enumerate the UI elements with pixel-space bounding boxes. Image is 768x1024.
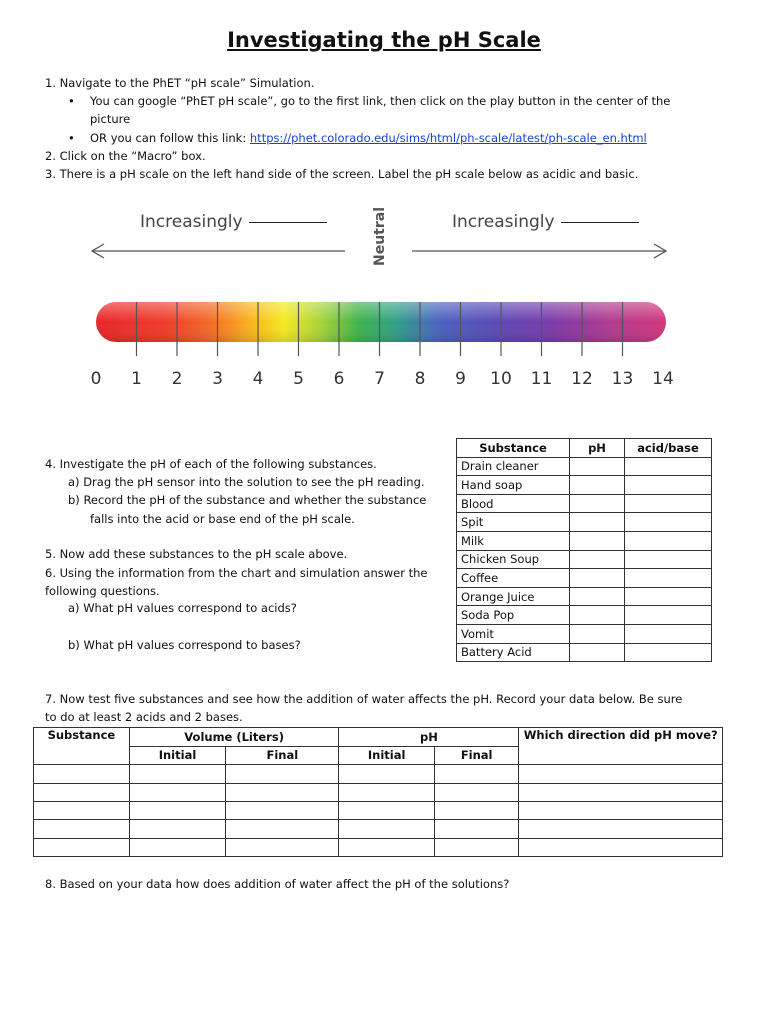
step-1-bullet-1-text: You can google “PhET pH scale”, go to the first link, then click on the play button in the center of the bbox=[90, 94, 671, 108]
table-row bbox=[457, 494, 712, 513]
entry-cell[interactable] bbox=[226, 783, 339, 801]
substance-table bbox=[456, 438, 712, 662]
substance-name: Milk bbox=[457, 531, 570, 550]
entry-cell[interactable] bbox=[129, 820, 225, 838]
entry-cell[interactable] bbox=[519, 820, 723, 838]
entry-cell[interactable] bbox=[226, 838, 339, 856]
substance-name: Battery Acid bbox=[457, 643, 570, 662]
ph-cell[interactable] bbox=[570, 569, 625, 588]
acid-base-cell[interactable] bbox=[625, 494, 712, 513]
entry-cell[interactable] bbox=[434, 801, 519, 819]
table-row bbox=[34, 783, 723, 801]
acid-base-cell[interactable] bbox=[625, 476, 712, 495]
subheader-ph-final: Final bbox=[434, 746, 519, 765]
table-row bbox=[457, 476, 712, 495]
header-substance-2: Substance bbox=[34, 728, 130, 765]
water-dilution-table bbox=[33, 727, 723, 857]
tick-label-1: 1 bbox=[131, 369, 142, 389]
acid-base-cell[interactable] bbox=[625, 587, 712, 606]
acid-base-cell[interactable] bbox=[625, 569, 712, 588]
tick-label-14: 14 bbox=[652, 369, 674, 389]
entry-cell[interactable] bbox=[226, 801, 339, 819]
entry-cell[interactable] bbox=[339, 801, 434, 819]
entry-cell[interactable] bbox=[129, 765, 225, 783]
substance-name: Chicken Soup bbox=[457, 550, 570, 569]
tick-label-13: 13 bbox=[611, 369, 634, 389]
entry-cell[interactable] bbox=[339, 838, 434, 856]
acid-base-cell[interactable] bbox=[625, 624, 712, 643]
step-8: 8. Based on your data how does addition of water affect the pH of the solutions? bbox=[45, 877, 510, 891]
entry-cell[interactable] bbox=[434, 765, 519, 783]
page-title: Investigating the pH Scale bbox=[227, 28, 541, 52]
entry-cell[interactable] bbox=[339, 820, 434, 838]
entry-cell[interactable] bbox=[129, 801, 225, 819]
ph-cell[interactable] bbox=[570, 457, 625, 476]
step-6-cont: following questions. bbox=[45, 584, 160, 598]
entry-cell[interactable] bbox=[434, 820, 519, 838]
table-row bbox=[457, 550, 712, 569]
tick-label-2: 2 bbox=[171, 369, 183, 389]
table-row bbox=[34, 838, 723, 856]
tick-label-11: 11 bbox=[530, 369, 553, 389]
entry-cell[interactable] bbox=[519, 765, 723, 783]
substance-name: Coffee bbox=[457, 569, 570, 588]
ph-cell[interactable] bbox=[570, 624, 625, 643]
header-ph: pH bbox=[570, 439, 625, 458]
entry-cell[interactable] bbox=[226, 765, 339, 783]
tick-label-12: 12 bbox=[571, 369, 593, 389]
table-row bbox=[457, 531, 712, 550]
tick-label-8: 8 bbox=[414, 369, 426, 389]
entry-cell[interactable] bbox=[34, 783, 130, 801]
entry-cell[interactable] bbox=[34, 838, 130, 856]
step-1: 1. Navigate to the PhET “pH scale” Simulation. bbox=[45, 76, 315, 90]
step-6a: a) What pH values correspond to acids? bbox=[68, 601, 297, 615]
ph-cell[interactable] bbox=[570, 531, 625, 550]
entry-cell[interactable] bbox=[34, 820, 130, 838]
entry-cell[interactable] bbox=[34, 801, 130, 819]
scale-left-label-text: Increasingly bbox=[140, 212, 243, 232]
step-5: 5. Now add these substances to the pH scale above. bbox=[45, 547, 348, 561]
entry-cell[interactable] bbox=[129, 783, 225, 801]
step-7-cont: to do at least 2 acids and 2 bases. bbox=[45, 710, 243, 724]
substance-name: Spit bbox=[457, 513, 570, 532]
right-arrow-icon bbox=[412, 244, 666, 258]
subheader-volume-initial: Initial bbox=[129, 746, 225, 765]
ph-cell[interactable] bbox=[570, 643, 625, 662]
tick-label-5: 5 bbox=[293, 369, 304, 389]
acid-base-cell[interactable] bbox=[625, 457, 712, 476]
scale-neutral-label: Neutral bbox=[372, 206, 388, 266]
table-row bbox=[457, 587, 712, 606]
entry-cell[interactable] bbox=[339, 765, 434, 783]
step-1-bullet-2-text: OR you can follow this link: bbox=[90, 131, 250, 145]
header-ph-2: pH bbox=[339, 728, 519, 747]
step-6b: b) What pH values correspond to bases? bbox=[68, 638, 301, 652]
header-volume: Volume (Liters) bbox=[129, 728, 339, 747]
acid-base-cell[interactable] bbox=[625, 643, 712, 662]
phet-link[interactable]: https://phet.colorado.edu/sims/html/ph-scale/latest/ph-scale_en.html bbox=[249, 131, 647, 145]
table-row bbox=[457, 457, 712, 476]
left-arrow-icon bbox=[92, 244, 345, 258]
table-row bbox=[34, 820, 723, 838]
tick-label-0: 0 bbox=[90, 369, 102, 389]
entry-cell[interactable] bbox=[434, 838, 519, 856]
step-6: 6. Using the information from the chart and simulation answer the bbox=[45, 566, 428, 580]
entry-cell[interactable] bbox=[519, 783, 723, 801]
ph-cell[interactable] bbox=[570, 587, 625, 606]
scale-right-label-text: Increasingly bbox=[452, 212, 555, 232]
entry-cell[interactable] bbox=[34, 765, 130, 783]
tick-label-9: 9 bbox=[455, 369, 466, 389]
step-1-bullet-1-cont: picture bbox=[90, 112, 131, 126]
table-row bbox=[457, 624, 712, 643]
entry-cell[interactable] bbox=[434, 783, 519, 801]
entry-cell[interactable] bbox=[339, 783, 434, 801]
ph-cell[interactable] bbox=[570, 513, 625, 532]
ph-cell[interactable] bbox=[570, 494, 625, 513]
tick-label-4: 4 bbox=[252, 369, 264, 389]
entry-cell[interactable] bbox=[519, 838, 723, 856]
tick-label-10: 10 bbox=[490, 369, 512, 389]
substance-name: Orange Juice bbox=[457, 587, 570, 606]
step-4b: b) Record the pH of the substance and whether the substance bbox=[68, 493, 427, 507]
tick-label-7: 7 bbox=[374, 369, 385, 389]
acid-base-cell[interactable] bbox=[625, 606, 712, 625]
tick-label-3: 3 bbox=[212, 369, 223, 389]
entry-cell[interactable] bbox=[519, 801, 723, 819]
tick-label-6: 6 bbox=[333, 369, 345, 389]
table-row bbox=[457, 606, 712, 625]
subheader-ph-initial: Initial bbox=[339, 746, 434, 765]
entry-cell[interactable] bbox=[129, 838, 225, 856]
acid-base-cell[interactable] bbox=[625, 513, 712, 532]
step-4a: a) Drag the pH sensor into the solution to see the pH reading. bbox=[68, 475, 425, 489]
step-4b-cont: falls into the acid or base end of the pH scale. bbox=[90, 512, 355, 526]
step-7: 7. Now test five substances and see how the addition of water affects the pH. Record your data below. Be sure bbox=[45, 692, 683, 706]
step-3: 3. There is a pH scale on the left hand side of the screen. Label the pH scale below as acidic and basic. bbox=[45, 167, 639, 181]
ph-cell[interactable] bbox=[570, 606, 625, 625]
table-row bbox=[457, 643, 712, 662]
ph-cell[interactable] bbox=[570, 476, 625, 495]
step-2: 2. Click on the “Macro” box. bbox=[45, 149, 206, 163]
ph-cell[interactable] bbox=[570, 550, 625, 569]
acid-base-cell[interactable] bbox=[625, 550, 712, 569]
substance-name: Hand soap bbox=[457, 476, 570, 495]
subheader-volume-final: Final bbox=[226, 746, 339, 765]
substance-name: Soda Pop bbox=[457, 606, 570, 625]
table-row bbox=[457, 569, 712, 588]
substance-name: Vomit bbox=[457, 624, 570, 643]
header-acid-base: acid/base bbox=[625, 439, 712, 458]
ph-scale-graphic bbox=[0, 0, 768, 420]
table-row bbox=[34, 801, 723, 819]
header-substance: Substance bbox=[457, 439, 570, 458]
header-direction: Which direction did pH move? bbox=[519, 728, 723, 765]
table-row bbox=[457, 513, 712, 532]
acid-base-cell[interactable] bbox=[625, 531, 712, 550]
step-4: 4. Investigate the pH of each of the following substances. bbox=[45, 457, 377, 471]
table-row bbox=[34, 765, 723, 783]
substance-name: Blood bbox=[457, 494, 570, 513]
entry-cell[interactable] bbox=[226, 820, 339, 838]
substance-name: Drain cleaner bbox=[457, 457, 570, 476]
